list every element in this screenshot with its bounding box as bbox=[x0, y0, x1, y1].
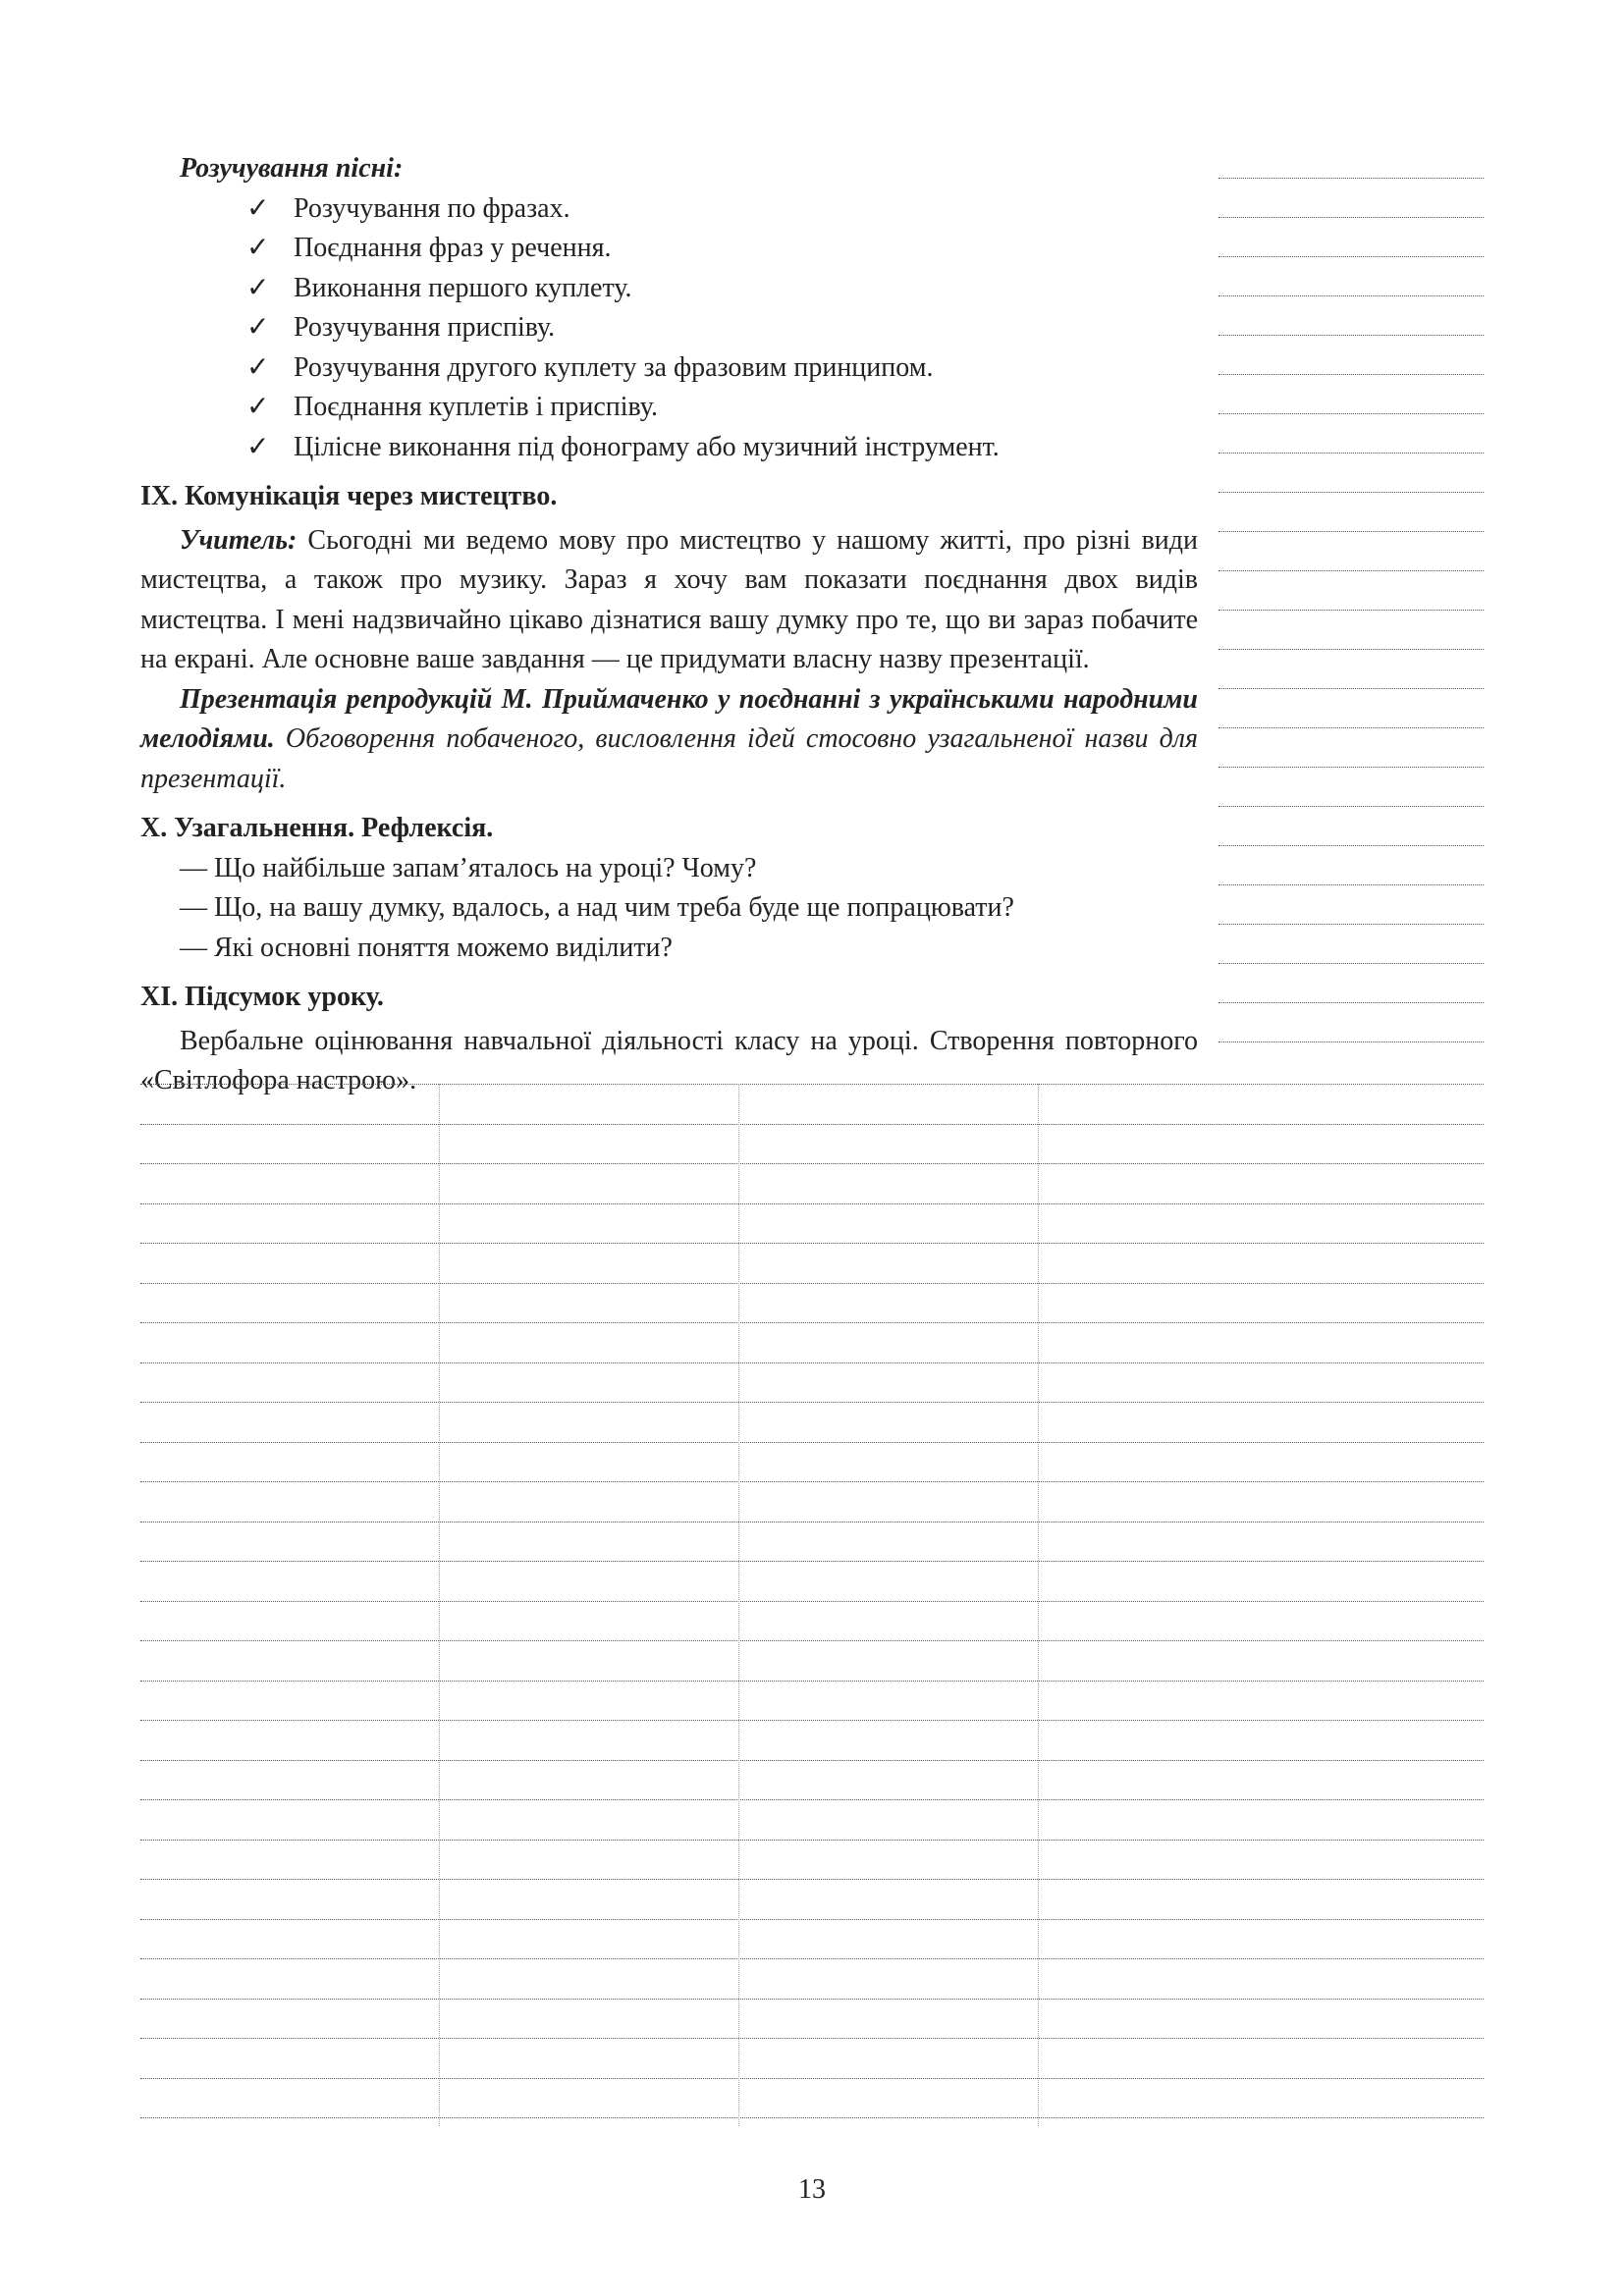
note-line bbox=[140, 1362, 1484, 1363]
note-line bbox=[140, 1601, 1484, 1602]
main-text-column bbox=[140, 149, 1198, 1101]
note-line bbox=[1218, 963, 1484, 964]
reflection-question: — Що найбільше запам’яталось на уроці? Чому? bbox=[180, 852, 757, 883]
song-learning-steps bbox=[140, 189, 1198, 468]
note-line bbox=[140, 1640, 1484, 1641]
column-divider bbox=[1038, 1084, 1039, 2126]
list-item: ✓ Виконання першого куплету. bbox=[246, 269, 1198, 309]
teacher-paragraph bbox=[140, 521, 1198, 680]
list-item: ✓ Розучування по фразах. bbox=[246, 189, 1198, 230]
note-line bbox=[140, 1124, 1484, 1125]
column-divider bbox=[439, 1084, 440, 2126]
note-line bbox=[140, 2117, 1484, 2118]
note-line bbox=[140, 1203, 1484, 1204]
note-line bbox=[1218, 884, 1484, 885]
note-line bbox=[1218, 531, 1484, 532]
note-line bbox=[140, 1163, 1484, 1164]
section-9-title: IX. Комунікація через мистецтво. bbox=[140, 481, 558, 511]
note-line bbox=[1218, 610, 1484, 611]
note-line bbox=[1218, 806, 1484, 807]
checkmark-icon: ✓ bbox=[246, 392, 270, 422]
note-line bbox=[140, 1442, 1484, 1443]
note-line bbox=[1218, 492, 1484, 493]
note-line bbox=[140, 1402, 1484, 1403]
section-10-title: X. Узагальнення. Рефлексія. bbox=[140, 813, 494, 843]
note-line bbox=[1218, 727, 1484, 728]
note-line bbox=[140, 1840, 1484, 1841]
note-line bbox=[1218, 845, 1484, 846]
checkmark-icon: ✓ bbox=[246, 233, 270, 263]
teacher-text: Сьогодні ми ведемо мову про мистецтво у нашому житті, про різні види мистецтва, а також про музику. Зараз я хочу вам показати поєднання двох видів мистецтва. І мені надзвичайно цікаво дізнатися вашу думку про те, що ви зараз побачите на екрані. Але основне ваше завдання — це придумати власну назву презентації. bbox=[140, 524, 1198, 674]
note-line bbox=[140, 1799, 1484, 1800]
note-line bbox=[1218, 453, 1484, 454]
note-line bbox=[1218, 295, 1484, 296]
note-line bbox=[140, 1958, 1484, 1959]
note-line bbox=[1218, 178, 1484, 179]
note-line bbox=[140, 1879, 1484, 1880]
note-line bbox=[140, 1322, 1484, 1323]
note-line bbox=[1218, 217, 1484, 218]
note-line bbox=[1218, 924, 1484, 925]
note-line bbox=[1218, 335, 1484, 336]
note-line bbox=[1218, 1041, 1484, 1042]
note-line bbox=[140, 1481, 1484, 1482]
presentation-paragraph bbox=[140, 680, 1198, 800]
presentation-title: Презентація репродукцій М. Приймаченко у поєднанні з українськими народними мелодіями. bbox=[140, 683, 1198, 754]
presentation-note: Обговорення побаченого, висловлення ідей стосовно узагальненої назви для презентації. bbox=[140, 723, 1198, 794]
note-line bbox=[1218, 570, 1484, 571]
note-line bbox=[140, 1084, 1484, 1085]
note-line bbox=[140, 1681, 1484, 1682]
note-line bbox=[140, 2078, 1484, 2079]
checkmark-icon: ✓ bbox=[246, 351, 270, 383]
note-line bbox=[1218, 767, 1484, 768]
checkmark-icon: ✓ bbox=[246, 272, 270, 303]
note-line bbox=[140, 1243, 1484, 1244]
note-line bbox=[140, 1561, 1484, 1562]
note-line bbox=[1218, 649, 1484, 650]
song-learning-heading: Розучування пісні: bbox=[180, 153, 404, 184]
list-item: ✓ Поєднання фраз у речення. bbox=[246, 229, 1198, 269]
list-item: ✓ Розучування приспіву. bbox=[246, 308, 1198, 348]
section-11-title: XI. Підсумок уроку. bbox=[140, 982, 384, 1012]
list-item: ✓ Розучування другого куплету за фразовим принципом. bbox=[246, 348, 1198, 389]
note-line bbox=[1218, 256, 1484, 257]
reflection-question: — Які основні поняття можемо виділити? bbox=[180, 932, 673, 963]
note-line bbox=[140, 1283, 1484, 1284]
checkmark-icon: ✓ bbox=[246, 312, 270, 343]
checkmark-icon: ✓ bbox=[246, 431, 270, 462]
reflection-question: — Що, на вашу думку, вдалось, а над чим треба буде ще попрацювати? bbox=[180, 892, 1014, 923]
note-line bbox=[1218, 688, 1484, 689]
summary-paragraph: Вербальне оцінювання навчальної діяльності класу на уроці. Створення повторного «Світлофора настрою». bbox=[140, 1025, 1198, 1095]
note-line bbox=[140, 1999, 1484, 2000]
note-line bbox=[140, 1760, 1484, 1761]
teacher-label: Учитель: bbox=[180, 524, 298, 556]
note-line bbox=[140, 1720, 1484, 1721]
column-divider bbox=[738, 1084, 739, 2126]
list-item: ✓ Цілісне виконання під фонограму або музичний інструмент. bbox=[246, 428, 1198, 468]
checkmark-icon: ✓ bbox=[246, 192, 270, 224]
note-line bbox=[1218, 413, 1484, 414]
note-line bbox=[140, 1919, 1484, 1920]
page-number: 13 bbox=[798, 2174, 826, 2205]
note-line bbox=[1218, 374, 1484, 375]
note-line bbox=[1218, 1002, 1484, 1003]
list-item: ✓ Поєднання куплетів і приспіву. bbox=[246, 388, 1198, 428]
note-line bbox=[140, 2038, 1484, 2039]
